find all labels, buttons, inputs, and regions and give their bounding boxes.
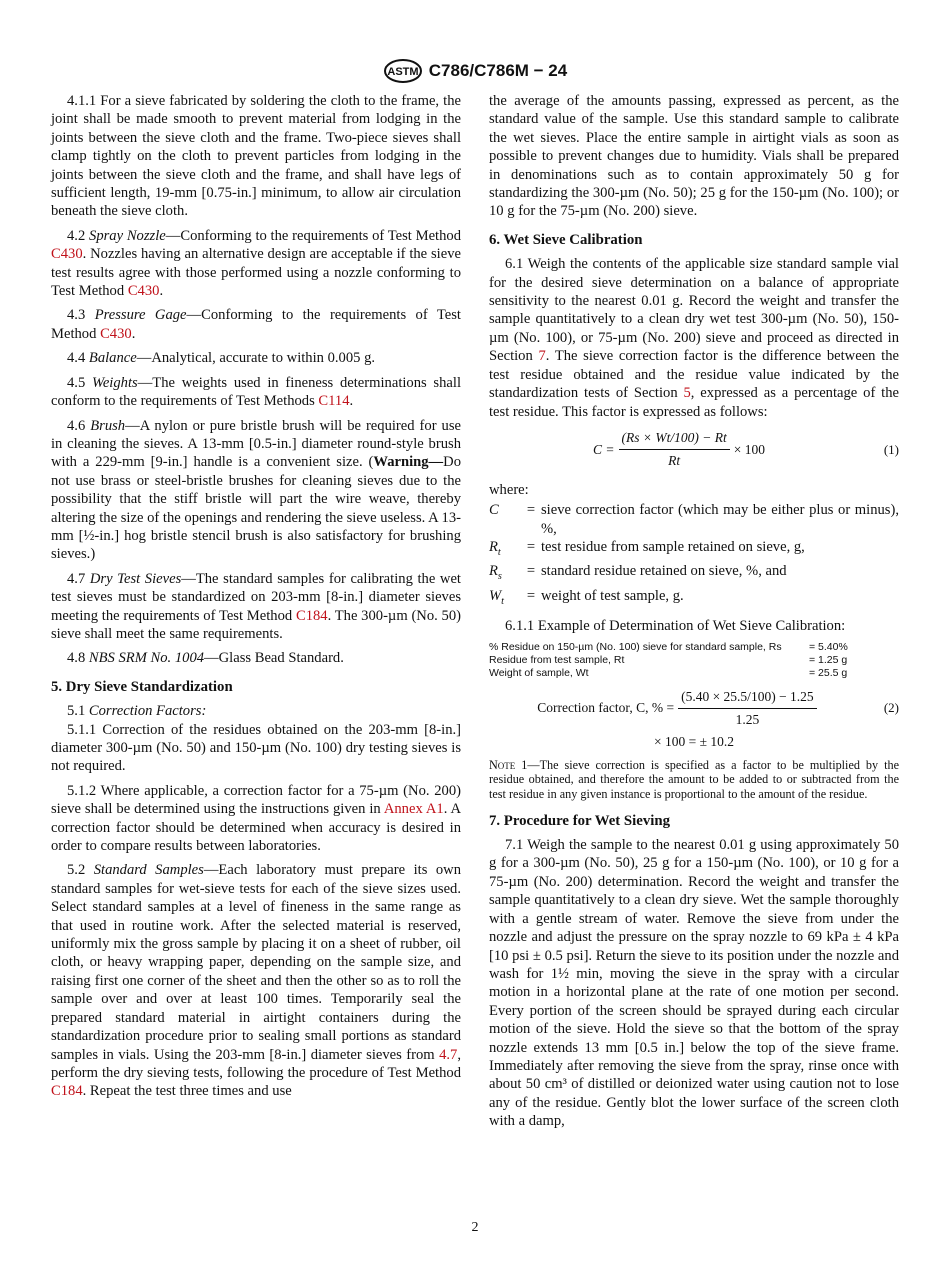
example-value: = 5.40% <box>809 641 848 654</box>
variable-symbol: C <box>489 502 499 519</box>
variable-symbol: $R_t$ <box>489 538 501 558</box>
example-label: Residue from test sample, Rt <box>489 654 625 667</box>
para-4-6: 4.6 Brush—A nylon or pure bristle brush will be required for use in cleaning the sieves. A 13-mm [0.5-in.] diameter round-style brush with a 229-mm [9-in.] handle is a convenient size. (Warning—Do not use brass or steel-bristle brushes for cleaning sieves due to the possibility that the stiff bristle will part the wire weave, thereby altering the size of the openings and rendering the sieve useless. A 13-mm [½-in.] hog bristle stencil brush is also satisfactory for brushing sieves.) <box>51 417 461 563</box>
eq2-fraction <box>678 688 817 730</box>
ref-section-7-link[interactable]: 7 <box>538 348 546 365</box>
section-heading-6: 6. Wet Sieve Calibration <box>489 231 643 248</box>
left-column <box>51 92 461 1107</box>
example-label: % Residue on 150-µm (No. 100) sieve for standard sample, Rs <box>489 641 782 654</box>
eq1-numerator: (Rs × Wt/100) − Rt <box>619 429 730 450</box>
example-row <box>489 654 899 667</box>
equals-sign: = <box>526 538 536 555</box>
para-6-1: 6.1 Weigh the contents of the applicable size standard sample vial for the desired sieve determination on a balance of appropriate sensitivity to the nearest 0.01 g. Record the weight and transfer the sample quantitatively to a clean dry wet test 300-µm (No. 50), 150-µm (No. 100), or 75-µm (No. 200) sieve and proceed as directed in Section 7. The sieve correction factor is the difference between the test residue obtained and the residue value indicated by the standardization tests of Section 5, expressed as a percentage of the test residue. This factor is expressed as follows: <box>489 256 899 420</box>
para-5-2-continued: the average of the amounts passing, expressed as percent, as the standard value of the sample. Use this standard sample to calibrate the wet sieves. Place the entire sample in airtight vials as soon as possible to prevent changes due to humidity. Vials shall be prepared in denominations such as to contain approximately 50 g for standardizing the 300-µm (No. 50); 25 g for the 150-µm (No. 100); or 10 g for the 75-µm (No. 200) sieve. <box>489 93 899 220</box>
eq2-number: (2) <box>883 700 899 716</box>
variable-symbol: $R_s$ <box>489 563 502 583</box>
eq2-lhs: Correction factor, C, % = <box>537 700 675 716</box>
eq1-lhs: C = <box>593 441 615 457</box>
ref-c430-link[interactable]: C430 <box>51 246 83 263</box>
variable-row <box>489 587 899 611</box>
eq2-numerator: (5.40 × 25.5/100) − 1.25 <box>678 688 817 709</box>
eq1-rhs: × 100 <box>733 441 765 457</box>
where-label: where: <box>489 481 529 498</box>
equation-1 <box>489 429 899 471</box>
example-value: = 25.5 g <box>809 666 848 679</box>
variable-description: standard residue retained on sieve, %, and <box>541 563 787 580</box>
para-5-1-1: 5.1.1 Correction of the residues obtained on the 203-mm [8-in.] diameter 300-µm (No. 50) and 150-µm (No. 100) dry testing sieves is not required. <box>51 721 461 775</box>
variable-description: sieve correction factor (which may be either plus or minus), %, <box>541 502 899 537</box>
section-heading-5: 5. Dry Sieve Standardization <box>51 678 233 695</box>
equals-sign: = <box>526 563 536 580</box>
variable-row <box>489 538 899 562</box>
variable-symbol: $W_t$ <box>489 587 505 607</box>
document-id: C786/C786M − 24 <box>428 61 568 80</box>
para-4-2: 4.2 Spray Nozzle—Conforming to the requirements of Test Method C430. Nozzles having an alternative design are acceptable if the sieve test results agree with those performed using a nozzle conforming to Test Method C430. <box>51 227 461 300</box>
para-5-1-2: 5.1.2 Where applicable, a correction factor for a 75-µm (No. 200) sieve shall be determined using the instructions given in Annex A1. A correction factor should be determined when accuracy is desired in order to compare results between laboratories. <box>51 782 462 855</box>
eq1-number: (1) <box>883 441 899 457</box>
example-row <box>489 667 899 680</box>
para-4-5: 4.5 Weights—The weights used in fineness determinations shall conform to the requirements of Test Methods C114. <box>51 374 461 410</box>
eq1-fraction <box>619 429 730 471</box>
variable-row <box>489 501 899 538</box>
page-number: 2 <box>471 1220 479 1235</box>
ref-c430-link[interactable]: C430 <box>100 325 132 342</box>
equals-sign: = <box>526 587 536 604</box>
para-4-1-1: 4.1.1 For a sieve fabricated by soldering the cloth to the frame, the joint shall be made smooth to prevent material from lodging in the joints between the sieve cloth and the frame. Two-piece sieves shall clamp tightly on the cloth to prevent particles from lodging in the joints between the sieve cloth and the frame, and shall have legs of sufficient length, 19-mm [0.75-in.] minimum, to allow air circulation beneath the sieve cloth. <box>51 93 461 220</box>
ref-4-7-link[interactable]: 4.7 <box>439 1046 458 1063</box>
variable-description: weight of test sample, g. <box>541 587 684 604</box>
ref-section-5-link[interactable]: 5 <box>683 385 691 402</box>
eq2-denominator: 1.25 <box>735 712 760 728</box>
ref-c114-link[interactable]: C114 <box>318 393 350 410</box>
note-1: Note 1—The sieve correction is specified as a factor to be multiplied by the residue obtained, and therefore the amount to be added to or subtracted from the test residue in any given instance is proportional to the amount of the residue. <box>489 757 899 802</box>
right-column <box>489 92 899 1137</box>
equation-2 <box>489 688 899 730</box>
para-5-1: 5.1 Correction Factors: <box>67 703 207 720</box>
variable-row <box>489 562 899 586</box>
astm-logo-icon <box>383 58 423 84</box>
eq2-result: × 100 = ± 10.2 <box>653 734 734 750</box>
ref-c184-link[interactable]: C184 <box>51 1083 83 1100</box>
para-4-7: 4.7 Dry Test Sieves—The standard samples for calibrating the wet test sieves must be standardized on 203-mm [8-in.] diameter sieves meeting the requirements of Test Method C184. The 300-µm (No. 50) sieve shall meet the same requirements. <box>51 570 462 642</box>
variable-description: test residue from sample retained on sieve, g, <box>541 538 805 555</box>
page-header <box>0 58 950 84</box>
example-row <box>489 641 899 654</box>
example-value: = 1.25 g <box>809 654 848 667</box>
ref-c430-link[interactable]: C430 <box>127 283 160 300</box>
svg-text:ASTM: ASTM <box>387 66 419 78</box>
para-5-2: 5.2 Standard Samples—Each laboratory must prepare its own standard samples for wet-sieve tests for each of the sieve sizes used. Select standard samples at a level of fineness in the same range as that used in routine work. After the selected material is reserved, uniformly mix the gross sample by placing it on a sheet of rubber, oil cloth, or heavy wrapping paper, depending on the sample size, and raising first one corner of the sheet and then the other so as to roll the sample over and over at least 100 times. Temporarily seal the prepared standard material in airtight containers during the standardization procedure prior to sealing small portions as standard samples in vials. Using the 203-mm [8-in.] diameter sieves from 4.7, perform the dry sieving tests, following the procedure of Test Method C184. Repeat the test three times and use <box>51 862 461 1100</box>
para-4-3: 4.3 Pressure Gage—Conforming to the requirements of Test Method C430. <box>51 307 461 342</box>
example-label: Weight of sample, Wt <box>489 666 589 679</box>
eq1-denominator: Rt <box>668 453 681 469</box>
para-7-1: 7.1 Weigh the sample to the nearest 0.01 g using approximately 50 g for a 300-µm (No. 50), 25 g for a 150-µm (No. 100), or 10 g for a 75-µm (No. 200) determination. Record the weight and transfer the sample quantitatively to a clean dry sieve. Wet the sample thoroughly with a gentle stream of water. Remove the sieve from under the nozzle and adjust the pressure on the spray nozzle to 69 kPa ± 4 kPa [10 psi ± 0.5 psi]. Return the sieve to its position under the nozzle and wash for 1½ min, moving the sieve in the spray with a circular motion in a horizontal plane at the rate of one motion per second. Every portion of the screen should be sprayed during each circular motion of the sieve. Hold the sieve so that the bottom of the spray nozzle extends 13 mm [0.5 in.] below the top of the sieve frame. Immediately after removing the sieve from the spray, rinse once with about 50 cm³ of distilled or deionized water using caution not to lose any of the residue. Gently blot the lower surface of the screen cloth with a damp, <box>489 837 899 1130</box>
equals-sign: = <box>526 502 536 519</box>
para-6-1-1: 6.1.1 Example of Determination of Wet Sieve Calibration: <box>505 617 846 634</box>
para-4-4: 4.4 Balance—Analytical, accurate to within 0.005 g. <box>67 350 376 367</box>
variable-definitions <box>489 501 899 611</box>
ref-c184-link[interactable]: C184 <box>295 607 328 624</box>
para-4-8: 4.8 NBS SRM No. 1004—Glass Bead Standard. <box>67 650 344 667</box>
section-heading-7: 7. Procedure for Wet Sieving <box>489 812 670 829</box>
ref-annex-a1-link[interactable]: Annex A1 <box>383 801 444 818</box>
example-data <box>489 641 899 679</box>
